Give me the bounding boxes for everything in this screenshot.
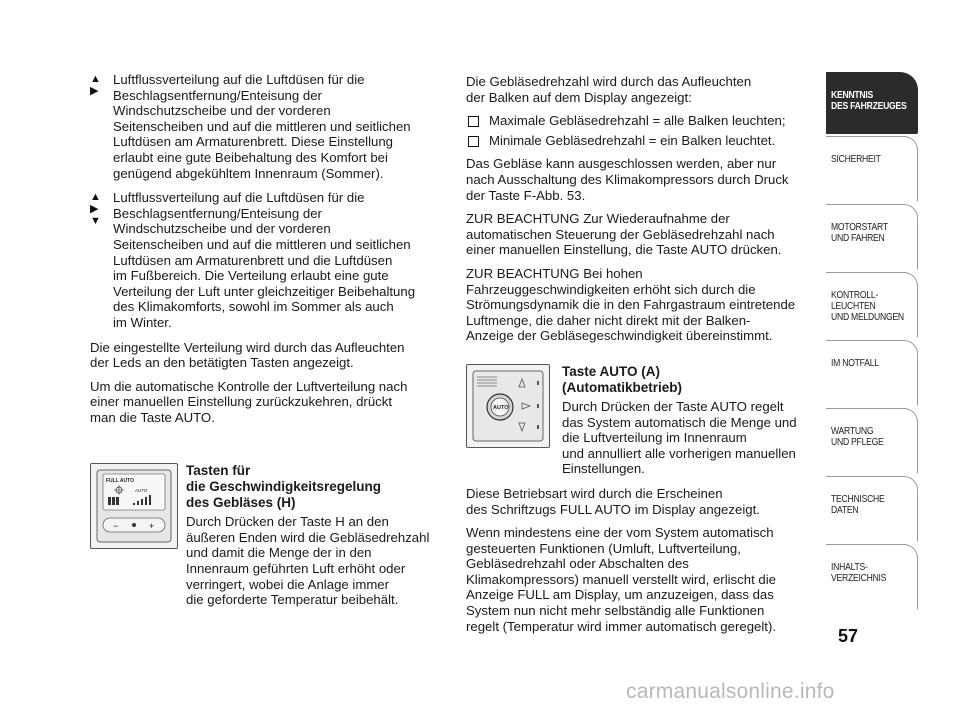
note-auto-paragraph [466,211,814,258]
text-line: und damit die Menge der in den [186,545,372,561]
text-line: Luftmenge, die daher nicht direkt mit der Balken- [466,312,751,328]
tab-line: UND FAHREN [831,232,885,244]
text-line: Windschutzscheibe und der vorderen [113,221,331,237]
text-line: (Automatikbetrieb) [562,379,683,395]
text-line: einer manuellen Einstellung zurückzukehren, drückt [90,394,393,410]
text-line: verringert, wobei die Anlage immer [186,576,390,592]
text-line: ZUR BEACHTUNG Bei hohen [466,265,643,281]
text-line: Innenraum geführten Luft erhöht oder [186,561,406,577]
auto-return-paragraph [90,379,438,426]
text-line: Um die automatische Kontrolle der Luftverteilung nach [90,378,408,394]
text-line: automatischen Steuerung der Gebläsedrehzahl nach [466,226,775,242]
fan-speed-section [90,463,438,607]
chapter-tab-label [831,290,902,323]
text-line: Luftflussverteilung auf die Luftdüsen für die [113,190,365,206]
text-line: des Schriftzugs FULL AUTO im Display angezeigt. [466,501,760,517]
left-column [90,72,438,608]
text-line: Seitenscheiben und auf die mittleren und seitlichen [113,118,411,134]
chapter-tab-label [831,562,902,584]
tab-line: INHALTS- [831,561,868,573]
chapter-tab[interactable] [826,408,918,474]
distribution-item-2 [90,190,438,330]
text-line: des Klimakomforts, sowohl im Sommer als auch [113,299,394,315]
distribution-arrows-1 [90,74,104,98]
text-line: Wenn mindestens eine der vom System automatisch [466,525,774,541]
auto-control-illustration [467,365,549,447]
manual-override-paragraph [466,525,814,634]
auto-description [562,399,814,477]
text-line: Fahrzeuggeschwindigkeiten erhöht sich durch die [466,281,756,297]
chapter-tab-label [831,222,902,244]
tab-line: UND MELDUNGEN [831,311,904,323]
fan-off-paragraph [466,156,814,203]
chapter-tab-label [831,494,902,516]
chapter-tab-label [831,154,902,165]
watermark: carmanualsonline.info [626,680,835,703]
tab-line: WARTUNG [831,425,874,437]
fig-auto-button-label: AUTO [493,404,509,411]
text-line: Gebläsedrehzahl oder Abschalten des [466,556,689,572]
text-line: äußeren Enden wird die Gebläsedrehzahl [186,529,430,545]
text-line: ZUR BEACHTUNG Zur Wiederaufnahme der [466,211,730,227]
chapter-tab[interactable] [826,72,918,134]
bullet-max-text: Maximale Gebläsedrehzahl = alle Balken leuchten; [489,113,786,129]
chapter-tab[interactable] [826,544,918,610]
text-line: Durch Drücken der Taste H an den [186,514,389,530]
fig-minus: − [113,521,119,532]
text-line: der Taste F-Abb. 53. [466,187,586,203]
text-line: Beschlagsentfernung/Enteisung der [113,205,322,221]
text-line: Das Gebläse kann ausgeschlossen werden, aber nur [466,156,777,172]
text-line: regelt (Temperatur wird immer automatisch geregelt). [466,618,777,634]
checkbox-icon [468,136,479,147]
fan-control-illustration [91,464,177,548]
bullet-min-text: Minimale Gebläsedrehzahl = ein Balken leuchtet. [489,132,776,148]
tab-line: UND PFLEGE [831,436,884,448]
text-line: Luftdüsen am Armaturenbrett und die Luftdüsen [113,252,393,268]
fan-speed-heading [186,463,438,510]
text-line: Taste AUTO (A) [562,363,661,379]
page-number: 57 [838,626,859,646]
chapter-tab-label [831,426,902,448]
fan-speed-text [186,463,438,607]
auto-figure [466,364,550,448]
chapter-tab[interactable] [826,272,918,338]
tab-line: SICHERHEIT [831,153,881,165]
text-line: des Gebläses (H) [186,494,296,510]
text-line: die geforderte Temperatur beibehält. [186,592,399,608]
text-line: und annulliert alle vorherigen manuellen [562,445,796,461]
text-line: Die eingestellte Verteilung wird durch das Aufleuchten [90,339,405,355]
text-line: Klimakompressors) manuell verstellt wird, erlischt die [466,571,776,587]
text-line: Windschutzscheibe und der vorderen [113,103,331,119]
text-line: die Geschwindigkeitsregelung [186,479,382,495]
full-auto-paragraph [466,486,814,517]
distribution-item-2-text [113,190,438,330]
arrow-right-icon: ▶ [90,85,99,97]
text-line: gesteuerten Funktionen (Umluft, Luftverteilung, [466,540,741,556]
fan-speed-figure [90,463,178,549]
chapter-tab-label [831,89,907,112]
chapter-tabs [826,72,918,612]
text-line: der Balken auf dem Display angezeigt: [466,89,692,105]
fig-auto-label: AUTO [135,488,148,494]
tab-line: TECHNISCHE [831,493,885,505]
text-line: System nun nicht mehr selbständig alle Funktionen [466,603,765,619]
tab-line: VERZEICHNIS [831,572,887,584]
text-line: Tasten für [186,463,251,479]
auto-section [466,364,814,482]
chapter-tab-label [831,358,902,369]
chapter-tab[interactable] [826,340,918,406]
tab-line: KENNTNIS [831,89,874,101]
tab-line: KONTROLL- [831,289,879,301]
text-line: im Winter. [113,314,172,330]
arrow-right-icon: ▶ [90,203,99,216]
fig-display-label: FULL AUTO [106,478,134,485]
text-line: Die Gebläsedrehzahl wird durch das Aufleuchten [466,74,752,89]
checkbox-icon [468,116,479,127]
text-line: Anzeige FULL am Display, um anzuzeigen, dass das [466,587,774,603]
auto-text [562,364,814,477]
text-line: erlaubt eine gute Beibehaltung des Komfort bei [113,149,388,165]
bullet-max [466,113,814,129]
text-line: Luftflussverteilung auf die Luftdüsen für die [113,72,365,87]
auto-heading [562,364,814,395]
arrow-up-icon: ▲ [90,73,101,85]
led-paragraph [90,340,438,371]
text-line: man die Taste AUTO. [90,409,215,425]
tab-line: DATEN [831,504,859,516]
text-line: im Fußbereich. Die Verteilung erlaubt eine gute [113,268,389,284]
chapter-tab[interactable] [826,136,918,202]
right-column [466,74,814,642]
text-line: der Leds an den betätigten Tasten angezeigt. [90,355,354,371]
text-line: Anzeige der Gebläsegeschwindigkeit übereinstimmt. [466,328,773,344]
tab-line: LEUCHTEN [831,300,876,312]
tab-line: IM NOTFALL [831,357,879,369]
text-line: Einstellungen. [562,461,645,477]
auto-button-icon [487,394,513,420]
text-line: genügend abgekühltem Innenraum (Sommer). [113,165,384,181]
distribution-item-1-text [113,72,438,181]
fan-speed-description [186,514,438,608]
distribution-item-1 [90,72,438,181]
bullet-min [466,133,814,149]
fig-plus: + [149,521,155,532]
text-line: Diese Betriebsart wird durch die Erscheinen [466,485,723,501]
chapter-tab[interactable] [826,476,918,542]
text-line: Beschlagsentfernung/Enteisung der [113,87,322,103]
chapter-tab[interactable] [826,204,918,270]
text-line: nach Ausschaltung des Klimakompressors durch Druck [466,171,789,187]
arrow-down-icon: ▼ [90,215,101,228]
note-speed-paragraph [466,266,814,344]
text-line: Seitenscheiben und auf die mittleren und seitlichen [113,236,411,252]
distribution-arrows-2 [90,192,104,228]
tab-line: DES FAHRZEUGES [831,100,907,112]
text-line: einer manuellen Einstellung, die Taste AUTO drücken. [466,242,782,258]
fan-display-paragraph [466,74,814,105]
text-line: Strömungsdynamik die in den Fahrgastraum eintretende [466,297,796,313]
arrow-up-icon: ▲ [90,191,101,204]
text-line: die Luftverteilung im Innenraum [562,430,747,446]
text-line: das System automatisch die Menge und [562,414,797,430]
tab-line: MOTORSTART [831,221,888,233]
text-line: Durch Drücken der Taste AUTO regelt [562,399,784,415]
text-line: Luftdüsen am Armaturenbrett. Diese Einstellung [113,134,394,150]
text-line: Verteilung der Luft unter gleichzeitiger Beibehaltung [113,283,416,299]
